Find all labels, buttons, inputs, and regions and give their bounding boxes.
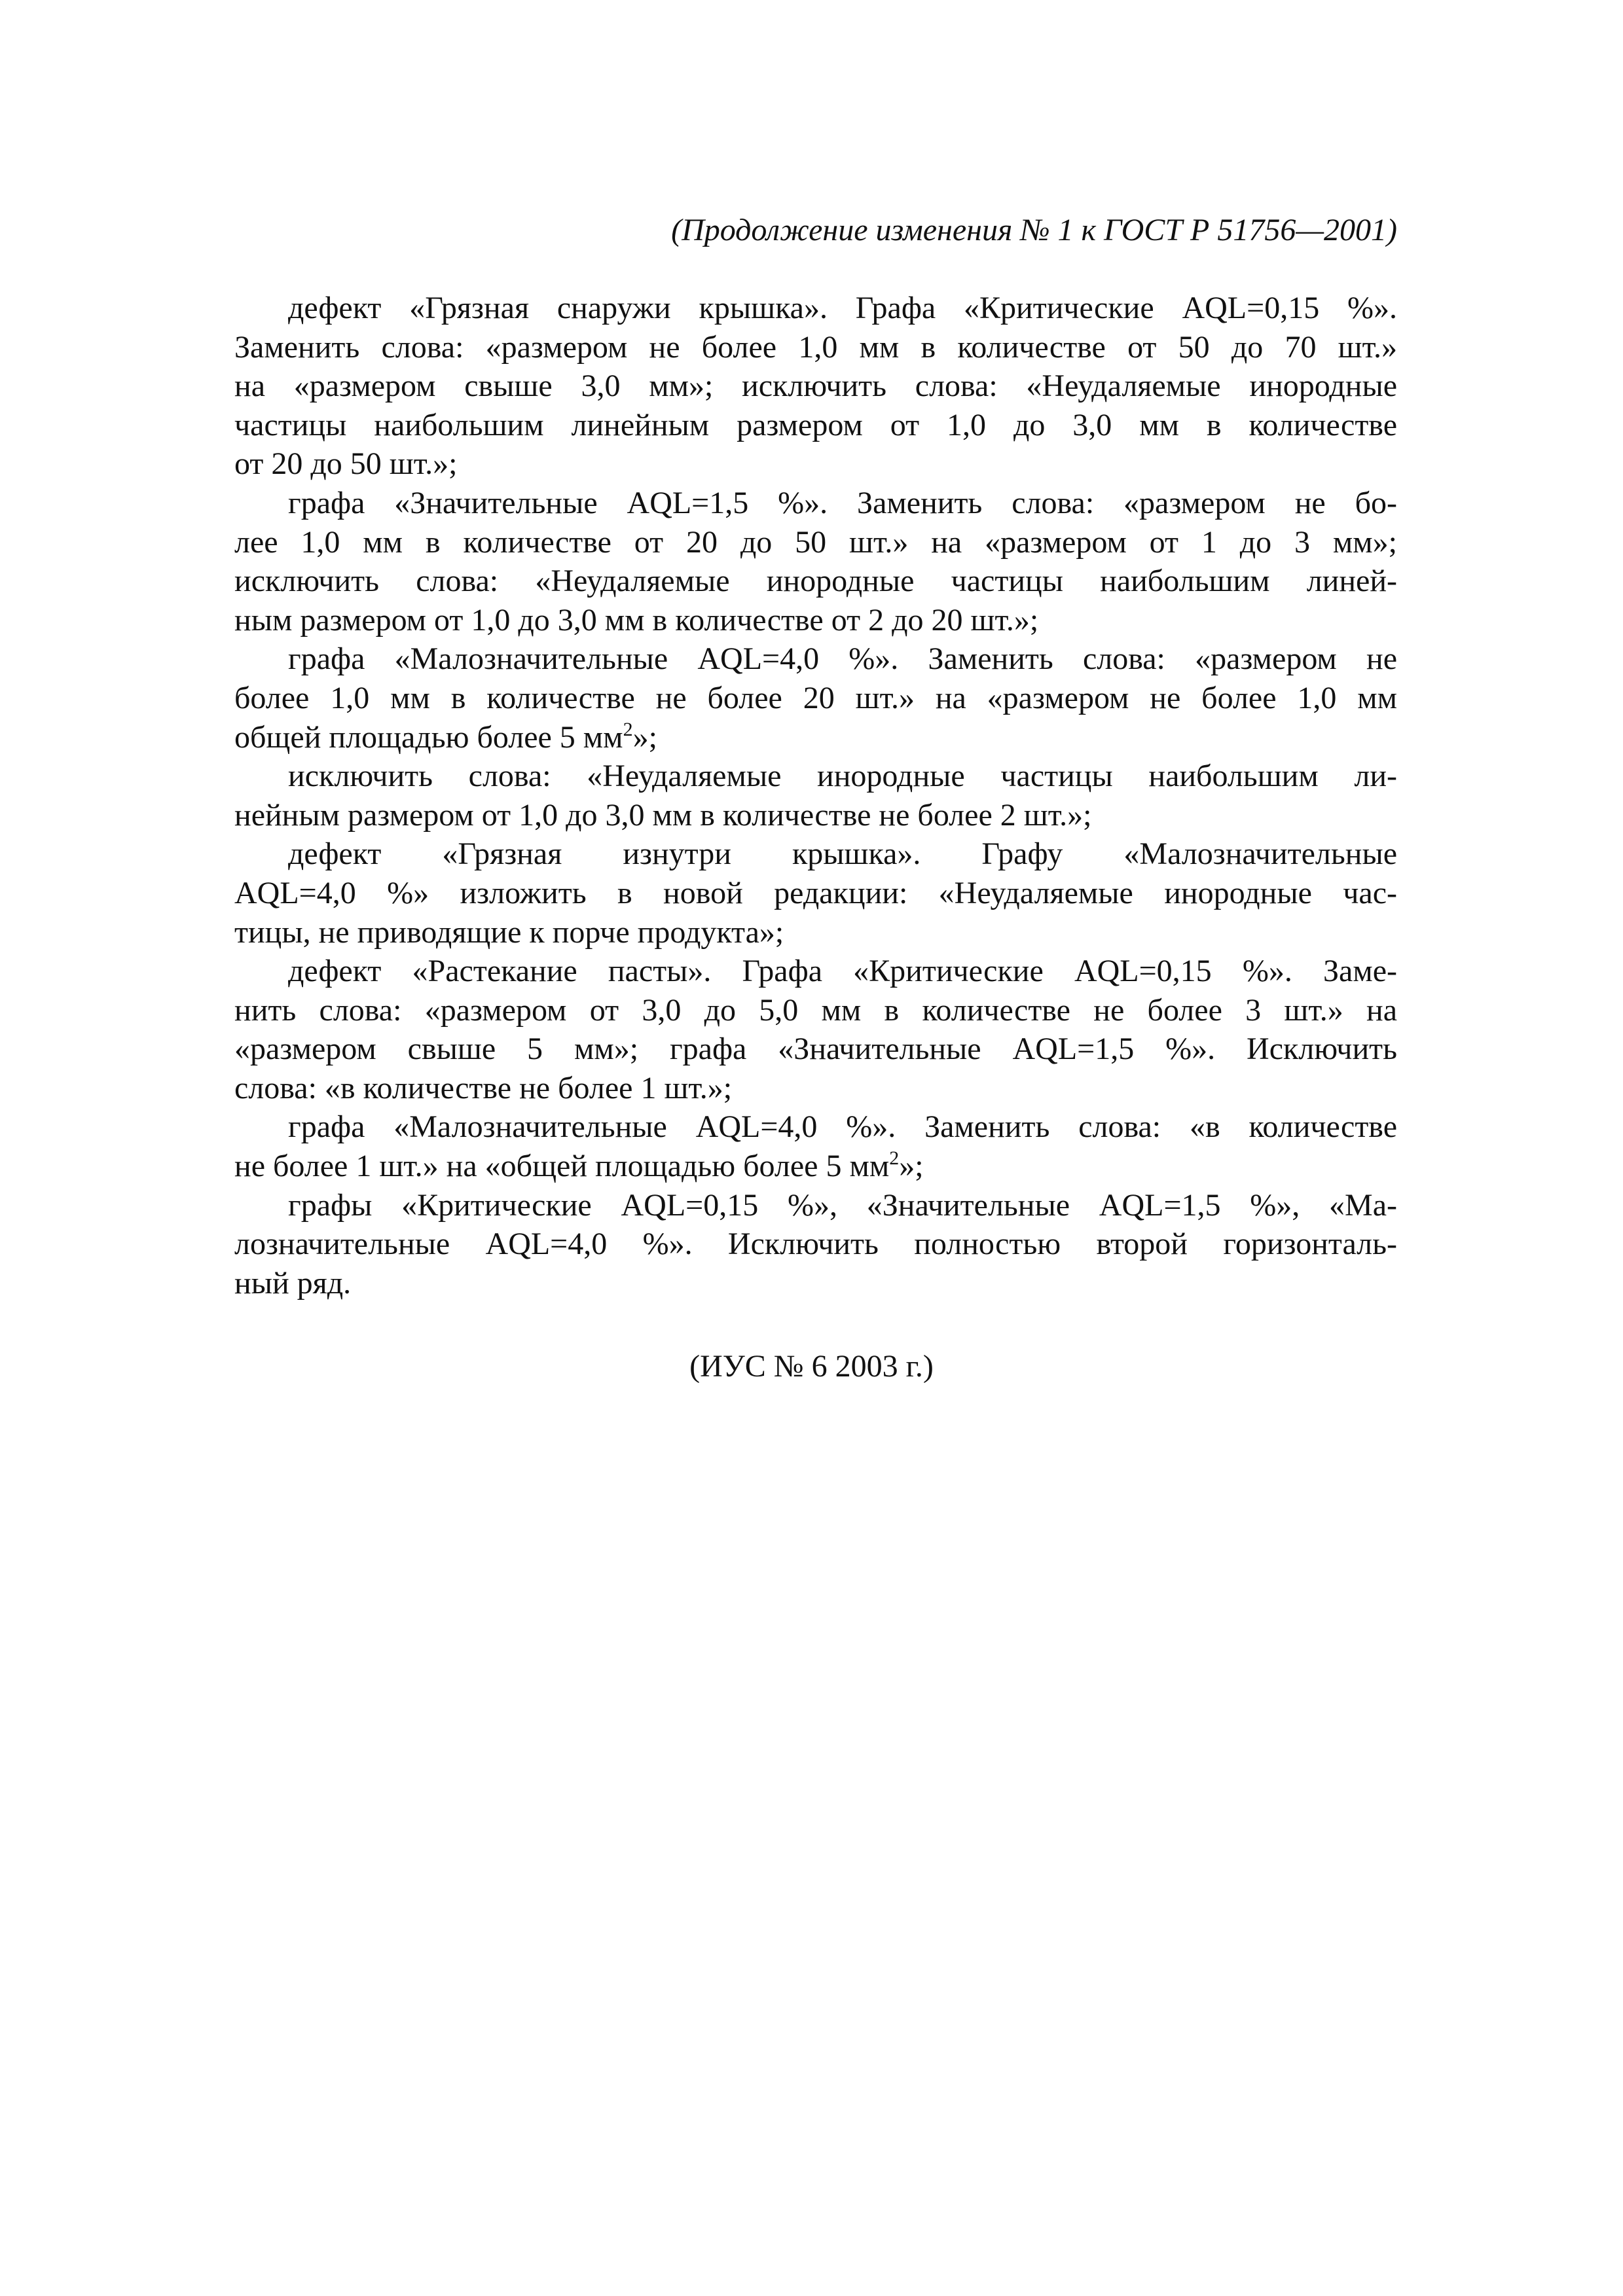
text-line: лее 1,0 мм в количестве от 20 до 50 шт.» на «размером от 1 до 3 мм»; (234, 524, 1397, 560)
paragraph (234, 289, 1397, 484)
text-line: исключить слова: «Неудаляемые инородные частицы наибольшим ли- (288, 759, 1397, 794)
text-line: нить слова: «размером от 3,0 до 5,0 мм в количестве не более 3 шт.» на (234, 992, 1397, 1028)
paragraph (234, 757, 1397, 834)
text-fragment: »; (632, 719, 657, 755)
text-fragment: »; (899, 1149, 924, 1184)
text-line: дефект «Растекание пасты». Графа «Критические AQL=0,15 %». Заме- (288, 954, 1397, 989)
text-line: от 20 до 50 шт.»; (234, 446, 458, 482)
text-line: слова: «в количестве не более 1 шт.»; (234, 1070, 733, 1105)
text-line: дефект «Грязная снаружи крышка». Графа «Критические AQL=0,15 %». (288, 291, 1397, 325)
paragraph (234, 1107, 1397, 1185)
text-line: частицы наибольшим линейным размером от 1,0 до 3,0 мм в количестве (234, 407, 1397, 442)
text-line: более 1,0 мм в количестве не более 20 шт.» на «размером не более 1,0 мм (234, 680, 1397, 715)
amendment-body (234, 289, 1397, 1302)
text-line: ный ряд. (234, 1265, 352, 1300)
paragraph (234, 1186, 1397, 1303)
paragraph (234, 834, 1397, 952)
text-fragment: не более 1 шт.» на «общей площадью более 5 мм (234, 1149, 890, 1184)
text-line: лозначительные AQL=4,0 %». Исключить полностью второй горизонталь- (234, 1227, 1397, 1262)
paragraph (234, 484, 1397, 639)
text-line: «размером свыше 5 мм»; графа «Значительные AQL=1,5 %». Исключить (234, 1031, 1397, 1067)
superscript: 2 (889, 1147, 900, 1170)
text-line: Заменить слова: «размером не более 1,0 мм в количестве от 50 до 70 шт.» (234, 329, 1397, 365)
source-reference: (ИУС № 6 2003 г.) (689, 1349, 934, 1384)
text-line: графа «Малозначительные AQL=4,0 %». Заменить слова: «в количестве (288, 1109, 1397, 1145)
text-line: AQL=4,0 %» изложить в новой редакции: «Неудаляемые инородные час- (234, 875, 1397, 910)
text-line: ным размером от 1,0 до 3,0 мм в количестве от 2 до 20 шт.»; (234, 602, 1039, 637)
superscript: 2 (623, 718, 633, 740)
text-line: исключить слова: «Неудаляемые инородные частицы наибольшим линей- (234, 564, 1397, 599)
text-line-with-superscript (234, 1147, 1397, 1186)
text-fragment: общей площадью более 5 мм (234, 719, 623, 755)
text-line: графа «Значительные AQL=1,5 %». Заменить слова: «размером не бо- (288, 485, 1397, 520)
text-line: дефект «Грязная изнутри крышка». Графу «Малозначительные (288, 836, 1397, 872)
text-line: графы «Критические AQL=0,15 %», «Значительные AQL=1,5 %», «Ма- (288, 1187, 1397, 1223)
text-line: графа «Малозначительные AQL=4,0 %». Заменить слова: «размером не (288, 641, 1397, 677)
paragraph (234, 639, 1397, 757)
text-line: тицы, не приводящие к порче продукта»; (234, 914, 784, 950)
text-line: на «размером свыше 3,0 мм»; исключить слова: «Неудаляемые инородные (234, 368, 1397, 404)
text-line-with-superscript (234, 718, 1397, 757)
text-line: нейным размером от 1,0 до 3,0 мм в количестве не более 2 шт.»; (234, 797, 1092, 833)
paragraph (234, 952, 1397, 1107)
continuation-header: (Продолжение изменения № 1 к ГОСТ Р 51756—2001) (671, 213, 1397, 247)
